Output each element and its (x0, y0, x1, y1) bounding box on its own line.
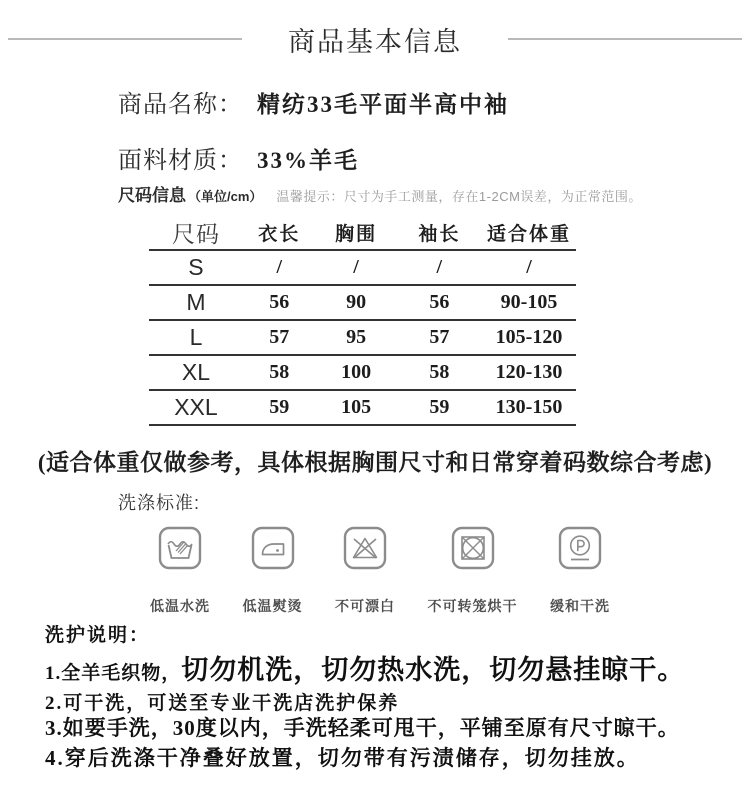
gentle-dry-clean-icon (558, 526, 602, 570)
table-header-row (149, 216, 576, 250)
header-weight: 适合体重 (482, 216, 576, 250)
title-left-divider (8, 38, 242, 40)
table-row (149, 355, 576, 390)
page-title: 商品基本信息 (288, 26, 462, 57)
care-instruction-1-emphasis: 切勿机洗，切勿热水洗，切勿悬挂晾干。 (181, 655, 686, 685)
cell-size: XXL (149, 390, 243, 425)
cell-size: M (149, 285, 243, 320)
cell-bust: 100 (316, 355, 397, 390)
header-length: 衣长 (243, 216, 316, 250)
material-label: 面料材质： (118, 147, 243, 174)
care-symbol-label: 不可转笼烘干 (427, 598, 518, 614)
table-row (149, 250, 576, 285)
cell-sleeve: 56 (397, 285, 482, 320)
care-symbol-no-bleach (335, 526, 395, 616)
no-bleach-icon (343, 526, 387, 570)
size-info-unit: （单位/cm） (188, 189, 263, 204)
cell-sleeve: / (397, 250, 482, 285)
material-value: 33%羊毛 (257, 148, 359, 173)
care-symbol-label: 低温水洗 (150, 598, 210, 614)
cell-size: L (149, 320, 243, 355)
care-instruction-1 (45, 648, 685, 687)
cell-length: 59 (243, 390, 316, 425)
iron-low-temp-icon (251, 526, 295, 570)
title-right-divider (508, 38, 742, 40)
cell-bust: 105 (316, 390, 397, 425)
no-tumble-dry-icon (451, 526, 495, 570)
cell-sleeve: 59 (397, 390, 482, 425)
product-name-label: 商品名称： (118, 91, 243, 118)
weight-reference-note: (适合体重仅做参考，具体根据胸围尺寸和日常穿着码数综合考虑) (37, 450, 713, 475)
cell-size: XL (149, 355, 243, 390)
care-symbols-row (150, 526, 610, 616)
size-table-header (149, 216, 576, 250)
header-bust: 胸围 (316, 216, 397, 250)
cell-sleeve: 58 (397, 355, 482, 390)
header-sleeve: 袖长 (397, 216, 482, 250)
cell-bust: 95 (316, 320, 397, 355)
section-title-bar (8, 22, 742, 56)
cell-weight: 130-150 (482, 390, 576, 425)
table-row (149, 390, 576, 425)
cell-sleeve: 57 (397, 320, 482, 355)
care-instruction-2: 2.可干洗，可送至专业干洗店洗护保养 (45, 693, 400, 714)
cell-length: 57 (243, 320, 316, 355)
handwash-low-temp-icon (158, 526, 202, 570)
care-standard-label: 洗涤标准: (118, 493, 201, 513)
care-symbol-iron (243, 526, 303, 616)
product-name-row (118, 84, 509, 119)
cell-weight: / (482, 250, 576, 285)
header-size: 尺码 (149, 216, 243, 250)
care-symbol-no-tumble-dry (428, 526, 518, 616)
care-symbol-dry-clean (550, 526, 610, 616)
size-info-line (118, 181, 642, 206)
cell-size: S (149, 250, 243, 285)
cell-length: / (243, 250, 316, 285)
cell-length: 58 (243, 355, 316, 390)
care-symbol-label: 低温熨烫 (242, 598, 303, 614)
cell-weight: 105-120 (482, 320, 576, 355)
cell-bust: / (316, 250, 397, 285)
cell-weight: 120-130 (482, 355, 576, 390)
cell-length: 56 (243, 285, 316, 320)
cell-weight: 90-105 (482, 285, 576, 320)
care-instruction-4: 4.穿后洗涤干净叠好放置，切勿带有污渍储存，切勿挂放。 (45, 746, 640, 770)
material-row (118, 140, 359, 175)
table-row (149, 285, 576, 320)
care-instruction-1-prefix: 1.全羊毛织物， (45, 663, 182, 684)
size-info-tip: 温馨提示：尺寸为手工测量，存在1-2CM误差，为正常范围。 (276, 189, 642, 204)
care-symbol-handwash (150, 526, 210, 616)
care-symbol-label: 缓和干洗 (550, 598, 610, 614)
size-table (149, 216, 576, 426)
size-info-label: 尺码信息 (118, 186, 186, 205)
table-row (149, 320, 576, 355)
cell-bust: 90 (316, 285, 397, 320)
care-instructions-title: 洗护说明： (45, 625, 151, 646)
care-symbol-label: 不可漂白 (335, 598, 395, 614)
product-name-value: 精纺33毛平面半高中袖 (257, 92, 509, 117)
care-instruction-3: 3.如要手洗，30度以内，手洗轻柔可甩干，平铺至原有尺寸晾干。 (45, 716, 680, 740)
